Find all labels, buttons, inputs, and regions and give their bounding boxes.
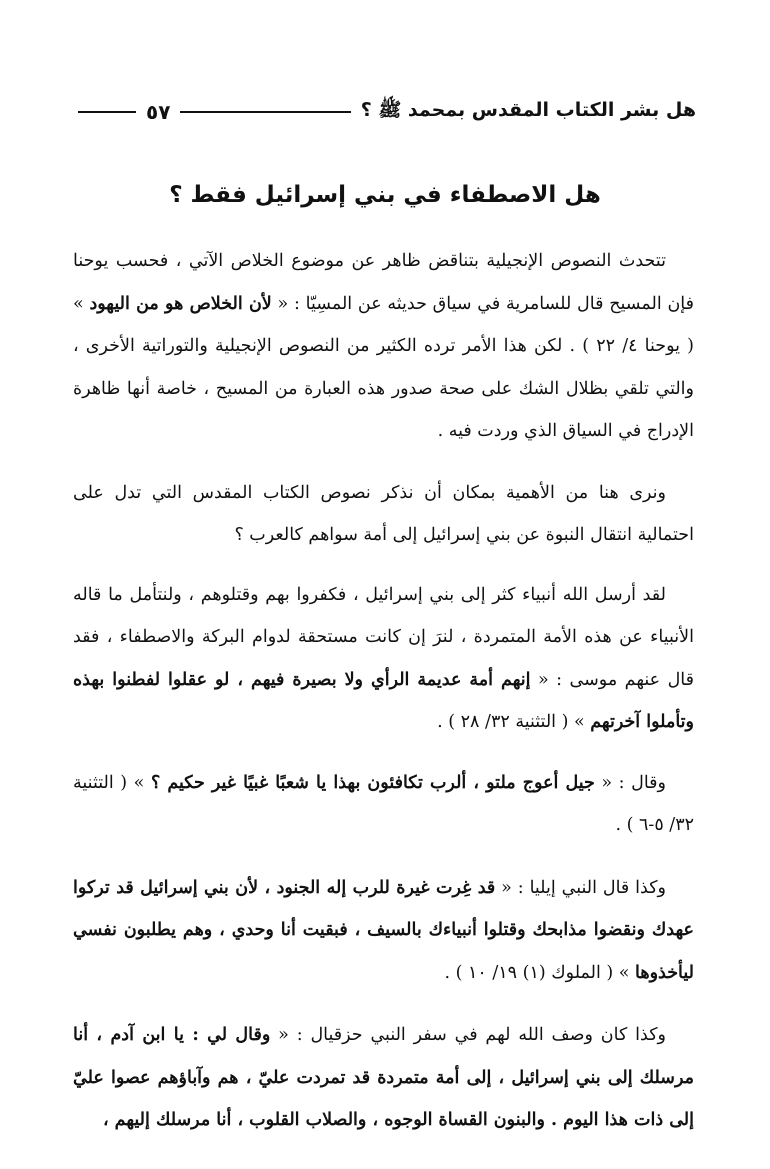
paragraph	[73, 1014, 694, 1142]
paragraph-text: وكذا قال النبي إيليا : «	[495, 877, 667, 898]
paragraph-text: » ( يوحنا ٤/ ٢٢ ) . لكن هذا الأمر ترده الكثير من النصوص الإنجيلية والتوراتية الأخرى ، والتي تلقي بظلال الشك على صحة صدور هذه العبارة من المسيح ، خاصة أنها ظاهرة الإدراج في السياق الذي وردت فيه .	[73, 293, 694, 441]
paragraph-text: تتحدث النصوص الإنجيلية بتناقض ظاهر عن موضوع الخلاص الآتي ، فحسب يوحنا فإن المسيح قال للسامرية في سياق حديثه عن المسِيّا : «	[73, 251, 694, 314]
body-text	[73, 240, 694, 1161]
paragraph-text: لقد أرسل الله أنبياء كثر إلى بني إسرائيل ، فكفروا بهم وقتلوهم ، ولنتأمل ما قاله الأنبياء عن هذه الأمة المتمردة ، لنرَ إن كانت مستحقة لدوام البركة والاصطفاء ، فقد قال عنهم موسى : «	[73, 584, 694, 690]
paragraph	[73, 574, 694, 744]
paragraph	[73, 240, 694, 453]
running-header-title: هل بشر الكتاب المقدس بمحمد ﷺ ؟	[360, 99, 696, 121]
paragraph-text: وقال : «	[594, 772, 667, 793]
header-rule	[180, 111, 350, 113]
quotation: جيل أعوج ملتو ، ألرب تكافئون بهذا يا شعبًا غبيًا غير حكيم ؟	[150, 772, 595, 793]
paragraph-text: ونرى هنا من الأهمية بمكان أن نذكر نصوص الكتاب المقدس التي تدل على احتمالية انتقال النبوة عن بني إسرائيل إلى أمة سواهم كالعرب ؟	[73, 482, 694, 545]
section-heading: هل الاصطفاء في بني إسرائيل فقط ؟	[169, 182, 601, 208]
quotation: قد غِرت غيرة للرب إله الجنود ، لأن بني إسرائيل قد تركوا عهدك ونقضوا مذابحك وقتلوا أنبياءك بالسيف ، فبقيت أنا وحدي ، وهم يطلبون نفسي ليأخذوها	[73, 877, 694, 983]
paragraph	[73, 867, 694, 995]
paragraph-text: » ( التثنية ٣٢/ ٥-٦ ) .	[73, 772, 694, 835]
quotation: لأن الخلاص هو من اليهود	[89, 293, 272, 314]
running-header	[78, 94, 696, 130]
paragraph-text: » ( الملوك (١) ١٩/ ١٠ ) .	[444, 962, 636, 983]
paragraph-text: » ( التثنية ٣٢/ ٢٨ ) .	[437, 712, 591, 732]
page-number: ٥٧	[146, 100, 171, 124]
quotation: وقال لي : يا ابن آدم ، أنا مرسلك إلى بني إسرائيل ، إلى أمة متمردة قد تمردت عليّ ، هم وآباؤهم عصوا عليّ إلى ذات هذا اليوم . والبنون القساة الوجوه ، والصلاب القلوب ، أنا مرسلك إليهم ،	[73, 1025, 694, 1130]
paragraph	[73, 762, 694, 847]
header-rule-end	[78, 111, 136, 113]
paragraph	[73, 472, 694, 557]
paragraph-text: وكذا كان وصف الله لهم في سفر النبي حزقيال : «	[270, 1025, 666, 1045]
quotation: إنهم أمة عديمة الرأي ولا بصيرة فيهم ، لو عقلوا لفطنوا بهذه وتأملوا آخرتهم	[73, 669, 694, 732]
